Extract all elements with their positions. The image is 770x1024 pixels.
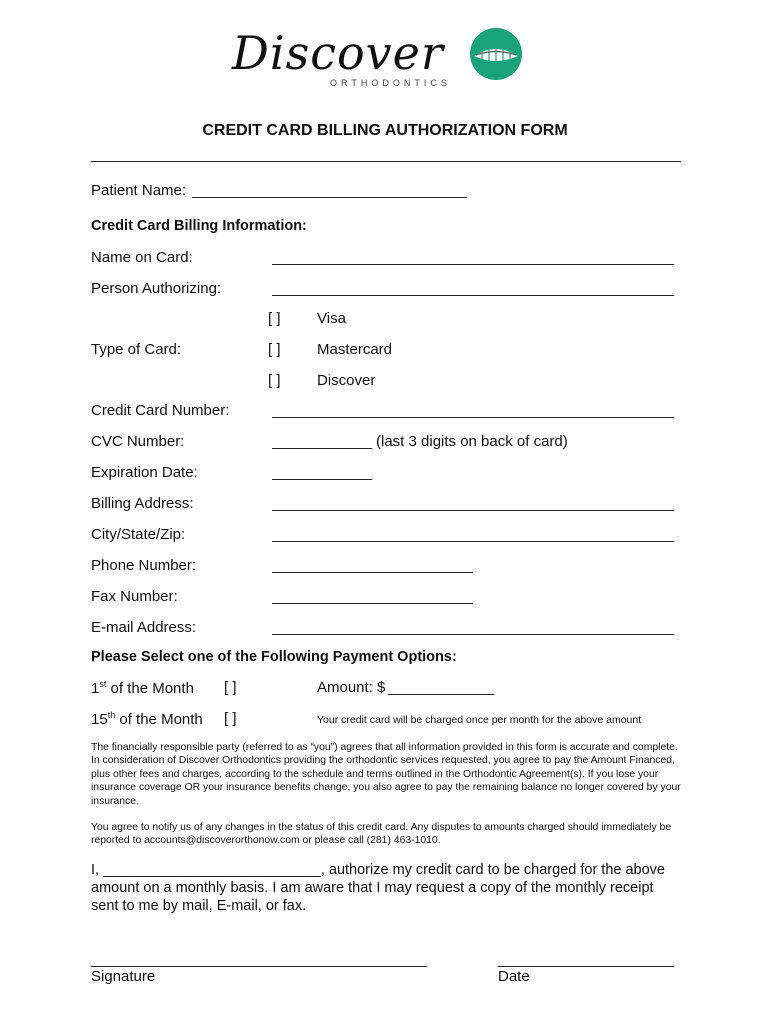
option-15th-label: 15th of the Month	[91, 710, 203, 728]
date-field[interactable]	[498, 966, 674, 967]
mastercard-label: Mastercard	[317, 341, 393, 358]
person-authorizing-field[interactable]	[272, 295, 674, 296]
option-15th-checkbox[interactable]: [ ]	[224, 710, 237, 727]
billing-address-field[interactable]	[272, 510, 674, 511]
discover-orthodontics-logo	[232, 20, 537, 95]
authorization-statement: I, ___________________________, authorize my credit card to be charged for the above amount on a monthly basis. I am aware that I may request a copy of the monthly receipt sent to me by mail, E-mail, or fax.	[91, 862, 665, 914]
date-label: Date	[498, 968, 530, 985]
expiration-label: Expiration Date:	[91, 464, 198, 481]
disputes-paragraph: You agree to notify us of any changes in the status of this credit card. Any disputes to amounts charged should immediately be reported to accounts@discoverorthonow.com or please call (281) 463-1010.	[91, 822, 672, 847]
fax-field[interactable]	[272, 603, 473, 604]
person-authorizing-label: Person Authorizing:	[91, 280, 222, 297]
phone-label: Phone Number:	[91, 557, 197, 574]
cvc-field[interactable]	[272, 448, 372, 449]
payment-options-heading: Please Select one of the Following Payment Options:	[91, 649, 457, 665]
cvc-note: (last 3 digits on back of card)	[376, 433, 568, 450]
amount-field[interactable]	[388, 694, 494, 695]
option-1st-checkbox[interactable]: [ ]	[224, 679, 237, 696]
email-label: E-mail Address:	[91, 619, 197, 636]
visa-label: Visa	[317, 310, 346, 327]
discover-label: Discover	[317, 372, 376, 389]
card-number-label: Credit Card Number:	[91, 402, 230, 419]
billing-section-heading: Credit Card Billing Information:	[91, 218, 307, 234]
terms-paragraph: The financially responsible party (referred to as “you”) agrees that all information provided in this form is accurate and complete. In consideration of Discover Orthodontics providing the orthodontic services requested, you agree to pay the Amount Financed, plus other fees and charges, according to the schedule and terms outlined in the Orthodontic Agreement(s). If you lose your insurance coverage OR your insurance benefits change, you also agree to pay the remaining balance no longer covered by your insurance.	[91, 742, 681, 807]
expiration-field[interactable]	[272, 479, 372, 480]
signature-label: Signature	[91, 968, 156, 985]
option-1st-label: 1st of the Month	[91, 679, 194, 697]
visa-checkbox[interactable]: [ ]	[268, 310, 281, 327]
form-title: CREDIT CARD BILLING AUTHORIZATION FORM	[202, 122, 568, 139]
city-state-zip-label: City/State/Zip:	[91, 526, 186, 543]
name-on-card-label: Name on Card:	[91, 249, 193, 266]
logo-script-text: Discover	[232, 26, 444, 80]
discover-checkbox[interactable]: [ ]	[268, 372, 281, 389]
charge-note: Your credit card will be charged once per month for the above amount	[317, 714, 642, 726]
signature-field[interactable]	[91, 966, 427, 967]
logo-subtitle: ORTHODONTICS	[330, 78, 451, 88]
amount-label: Amount: $	[317, 679, 386, 696]
cvc-label: CVC Number:	[91, 433, 185, 450]
phone-field[interactable]	[272, 572, 473, 573]
name-on-card-field[interactable]	[272, 264, 674, 265]
braces-ball-icon	[468, 26, 524, 82]
authorizer-name-field[interactable]: ___________________________	[103, 862, 321, 878]
patient-name-label: Patient Name:	[91, 182, 187, 199]
city-state-zip-field[interactable]	[272, 541, 674, 542]
type-of-card-label: Type of Card:	[91, 341, 182, 358]
fax-label: Fax Number:	[91, 588, 178, 605]
mastercard-checkbox[interactable]: [ ]	[268, 341, 281, 358]
title-divider	[91, 161, 681, 162]
billing-address-label: Billing Address:	[91, 495, 194, 512]
email-field[interactable]	[272, 634, 674, 635]
patient-name-field[interactable]	[192, 197, 467, 198]
card-number-field[interactable]	[272, 417, 674, 418]
